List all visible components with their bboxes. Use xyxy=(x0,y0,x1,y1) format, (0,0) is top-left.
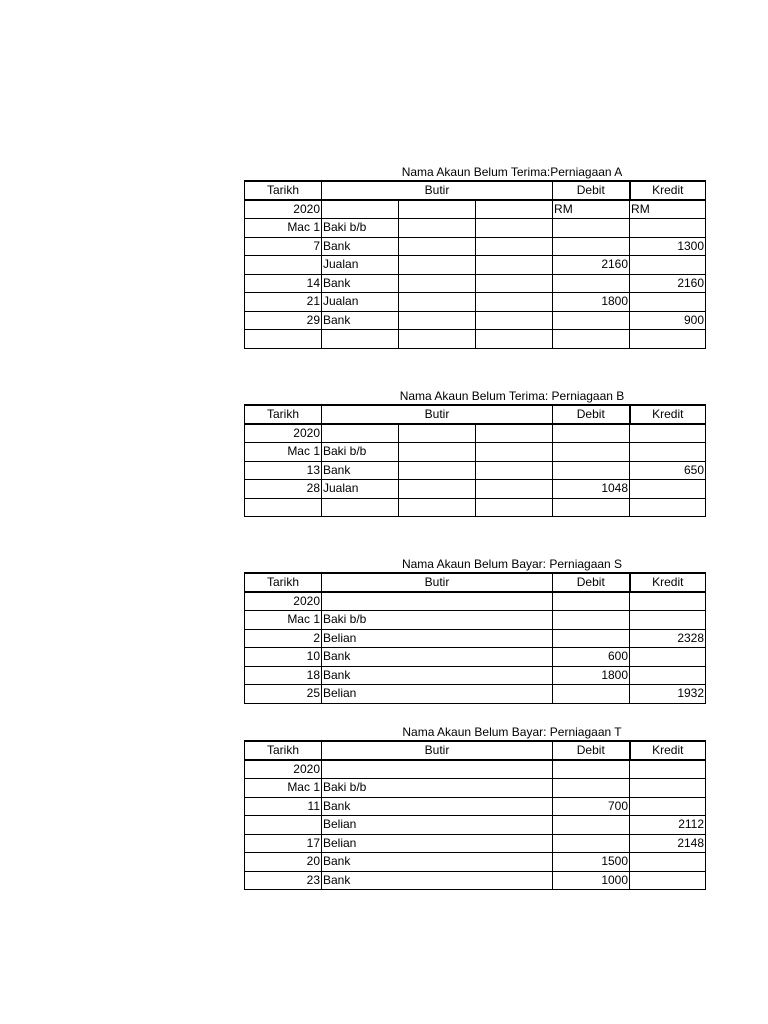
cell-butir: Belian xyxy=(322,685,553,704)
cell-debit: 2160 xyxy=(553,256,630,275)
cell-tarikh: 2020 xyxy=(245,424,322,443)
cell-tarikh: 17 xyxy=(245,834,322,853)
cell-butir-blank xyxy=(399,293,476,312)
header-butir: Butir xyxy=(322,741,553,760)
cell-butir xyxy=(322,330,399,349)
table-row xyxy=(245,293,706,312)
cell-debit xyxy=(553,629,630,648)
cell-tarikh xyxy=(245,330,322,349)
cell-tarikh: 11 xyxy=(245,797,322,816)
cell-debit xyxy=(553,461,630,480)
cell-kredit xyxy=(630,219,706,238)
cell-debit xyxy=(553,443,630,462)
header-butir: Butir xyxy=(322,181,553,200)
cell-debit xyxy=(553,816,630,835)
cell-tarikh xyxy=(245,498,322,517)
cell-debit xyxy=(553,274,630,293)
cell-tarikh: 23 xyxy=(245,871,322,890)
cell-debit xyxy=(553,779,630,798)
cell-kredit xyxy=(630,797,706,816)
cell-butir xyxy=(322,424,399,443)
cell-butir xyxy=(322,592,553,611)
table-row xyxy=(245,219,706,238)
cell-kredit: 1300 xyxy=(630,237,706,256)
cell-butir xyxy=(322,200,399,219)
cell-debit: 1800 xyxy=(553,293,630,312)
header-debit: Debit xyxy=(553,741,630,760)
cell-butir: Bank xyxy=(322,871,553,890)
ledger-perniagaan-t xyxy=(244,724,705,890)
cell-butir: Baki b/b xyxy=(322,443,399,462)
cell-debit xyxy=(553,311,630,330)
table-row xyxy=(245,666,706,685)
table-row xyxy=(245,237,706,256)
cell-kredit xyxy=(630,611,706,630)
cell-butir-blank xyxy=(399,311,476,330)
table-row xyxy=(245,480,706,499)
table-row xyxy=(245,779,706,798)
cell-butir-blank xyxy=(399,219,476,238)
cell-butir-blank xyxy=(399,274,476,293)
cell-butir-blank xyxy=(399,237,476,256)
cell-butir: Baki b/b xyxy=(322,779,553,798)
table-row xyxy=(245,853,706,872)
cell-butir-blank xyxy=(476,219,553,238)
table-row xyxy=(245,311,706,330)
header-tarikh: Tarikh xyxy=(245,741,322,760)
cell-tarikh: 29 xyxy=(245,311,322,330)
cell-debit xyxy=(553,685,630,704)
cell-debit: 1048 xyxy=(553,480,630,499)
cell-debit xyxy=(553,424,630,443)
header-kredit: Kredit xyxy=(630,741,706,760)
cell-kredit: 2148 xyxy=(630,834,706,853)
header-row xyxy=(245,573,706,592)
table-row xyxy=(245,834,706,853)
cell-butir xyxy=(322,760,553,779)
ledger-perniagaan-s xyxy=(244,556,705,704)
cell-butir-blank xyxy=(476,480,553,499)
cell-butir-blank xyxy=(476,424,553,443)
cell-kredit xyxy=(630,293,706,312)
cell-butir: Bank xyxy=(322,648,553,667)
cell-tarikh: 2 xyxy=(245,629,322,648)
cell-butir-blank xyxy=(476,237,553,256)
cell-kredit xyxy=(630,648,706,667)
cell-butir-blank xyxy=(399,443,476,462)
cell-butir: Bank xyxy=(322,237,399,256)
header-debit: Debit xyxy=(553,405,630,424)
cell-kredit xyxy=(630,256,706,275)
cell-debit: RM xyxy=(553,200,630,219)
ledger-perniagaan-a xyxy=(244,164,705,349)
cell-kredit: 2328 xyxy=(630,629,706,648)
cell-tarikh: 28 xyxy=(245,480,322,499)
table-row xyxy=(245,685,706,704)
header-row xyxy=(245,741,706,760)
cell-debit xyxy=(553,760,630,779)
cell-butir: Bank xyxy=(322,311,399,330)
cell-butir-blank xyxy=(399,330,476,349)
table-row xyxy=(245,443,706,462)
cell-butir-blank xyxy=(476,311,553,330)
cell-debit: 1800 xyxy=(553,666,630,685)
table-row xyxy=(245,200,706,219)
table-row xyxy=(245,816,706,835)
header-kredit: Kredit xyxy=(630,573,706,592)
cell-kredit: 650 xyxy=(630,461,706,480)
cell-butir: Bank xyxy=(322,797,553,816)
cell-kredit: 2160 xyxy=(630,274,706,293)
header-debit: Debit xyxy=(553,573,630,592)
ledger-perniagaan-b xyxy=(244,388,705,517)
cell-butir: Bank xyxy=(322,666,553,685)
cell-butir-blank xyxy=(476,330,553,349)
cell-butir: Belian xyxy=(322,834,553,853)
table-row xyxy=(245,592,706,611)
cell-debit xyxy=(553,219,630,238)
cell-kredit xyxy=(630,779,706,798)
cell-kredit: RM xyxy=(630,200,706,219)
cell-tarikh: Mac 1 xyxy=(245,219,322,238)
table-row xyxy=(245,629,706,648)
cell-butir-blank xyxy=(476,498,553,517)
cell-butir: Jualan xyxy=(322,293,399,312)
header-row xyxy=(245,181,706,200)
cell-butir-blank xyxy=(399,480,476,499)
header-kredit: Kredit xyxy=(630,405,706,424)
cell-butir: Belian xyxy=(322,629,553,648)
cell-debit xyxy=(553,330,630,349)
table-row xyxy=(245,330,706,349)
table-row xyxy=(245,256,706,275)
cell-butir: Baki b/b xyxy=(322,611,553,630)
header-butir: Butir xyxy=(322,573,553,592)
cell-tarikh: 2020 xyxy=(245,592,322,611)
cell-kredit xyxy=(630,666,706,685)
cell-tarikh: 2020 xyxy=(245,760,322,779)
cell-tarikh: 7 xyxy=(245,237,322,256)
cell-kredit xyxy=(630,498,706,517)
cell-debit xyxy=(553,611,630,630)
cell-butir xyxy=(322,498,399,517)
cell-kredit xyxy=(630,330,706,349)
cell-debit: 600 xyxy=(553,648,630,667)
cell-butir: Jualan xyxy=(322,256,399,275)
table-row xyxy=(245,797,706,816)
cell-butir-blank xyxy=(476,274,553,293)
cell-kredit xyxy=(630,760,706,779)
cell-kredit xyxy=(630,592,706,611)
table-row xyxy=(245,424,706,443)
ledger-title: Nama Akaun Belum Bayar: Perniagaan T xyxy=(402,725,622,739)
cell-butir: Baki b/b xyxy=(322,219,399,238)
cell-kredit xyxy=(630,871,706,890)
cell-butir-blank xyxy=(399,256,476,275)
cell-kredit: 1932 xyxy=(630,685,706,704)
cell-butir-blank xyxy=(476,293,553,312)
cell-debit xyxy=(553,592,630,611)
table-row xyxy=(245,461,706,480)
cell-kredit xyxy=(630,443,706,462)
cell-kredit xyxy=(630,480,706,499)
cell-kredit: 900 xyxy=(630,311,706,330)
cell-debit xyxy=(553,834,630,853)
cell-butir-blank xyxy=(399,424,476,443)
table-row xyxy=(245,871,706,890)
cell-tarikh xyxy=(245,256,322,275)
cell-debit: 1000 xyxy=(553,871,630,890)
table-row xyxy=(245,648,706,667)
cell-tarikh: Mac 1 xyxy=(245,779,322,798)
cell-tarikh: 20 xyxy=(245,853,322,872)
cell-butir: Belian xyxy=(322,816,553,835)
header-kredit: Kredit xyxy=(630,181,706,200)
ledger-title: Nama Akaun Belum Bayar: Perniagaan S xyxy=(401,557,623,571)
table-row xyxy=(245,611,706,630)
cell-tarikh: 18 xyxy=(245,666,322,685)
ledger-title: Nama Akaun Belum Terima:Perniagaan A xyxy=(401,165,623,179)
header-butir: Butir xyxy=(322,405,553,424)
cell-butir-blank xyxy=(399,200,476,219)
cell-butir-blank xyxy=(476,461,553,480)
table-row xyxy=(245,760,706,779)
cell-tarikh: 13 xyxy=(245,461,322,480)
ledger-title: Nama Akaun Belum Terima: Perniagaan B xyxy=(399,389,625,403)
cell-tarikh: 21 xyxy=(245,293,322,312)
header-debit: Debit xyxy=(553,181,630,200)
cell-butir: Bank xyxy=(322,274,399,293)
header-tarikh: Tarikh xyxy=(245,573,322,592)
cell-tarikh xyxy=(245,816,322,835)
cell-butir-blank xyxy=(399,461,476,480)
table-row xyxy=(245,274,706,293)
ledger-table xyxy=(244,404,706,517)
table-row xyxy=(245,498,706,517)
cell-kredit xyxy=(630,424,706,443)
cell-butir: Bank xyxy=(322,853,553,872)
cell-butir-blank xyxy=(476,200,553,219)
cell-tarikh: 14 xyxy=(245,274,322,293)
cell-debit xyxy=(553,237,630,256)
cell-tarikh: Mac 1 xyxy=(245,611,322,630)
cell-debit xyxy=(553,498,630,517)
cell-butir-blank xyxy=(399,498,476,517)
cell-kredit: 2112 xyxy=(630,816,706,835)
ledger-table xyxy=(244,180,706,349)
cell-butir: Bank xyxy=(322,461,399,480)
cell-tarikh: Mac 1 xyxy=(245,443,322,462)
header-tarikh: Tarikh xyxy=(245,405,322,424)
cell-tarikh: 10 xyxy=(245,648,322,667)
ledger-table xyxy=(244,572,706,704)
header-row xyxy=(245,405,706,424)
cell-tarikh: 25 xyxy=(245,685,322,704)
cell-butir: Jualan xyxy=(322,480,399,499)
cell-tarikh: 2020 xyxy=(245,200,322,219)
cell-kredit xyxy=(630,853,706,872)
ledger-table xyxy=(244,740,706,890)
cell-debit: 700 xyxy=(553,797,630,816)
cell-butir-blank xyxy=(476,443,553,462)
header-tarikh: Tarikh xyxy=(245,181,322,200)
cell-butir-blank xyxy=(476,256,553,275)
cell-debit: 1500 xyxy=(553,853,630,872)
